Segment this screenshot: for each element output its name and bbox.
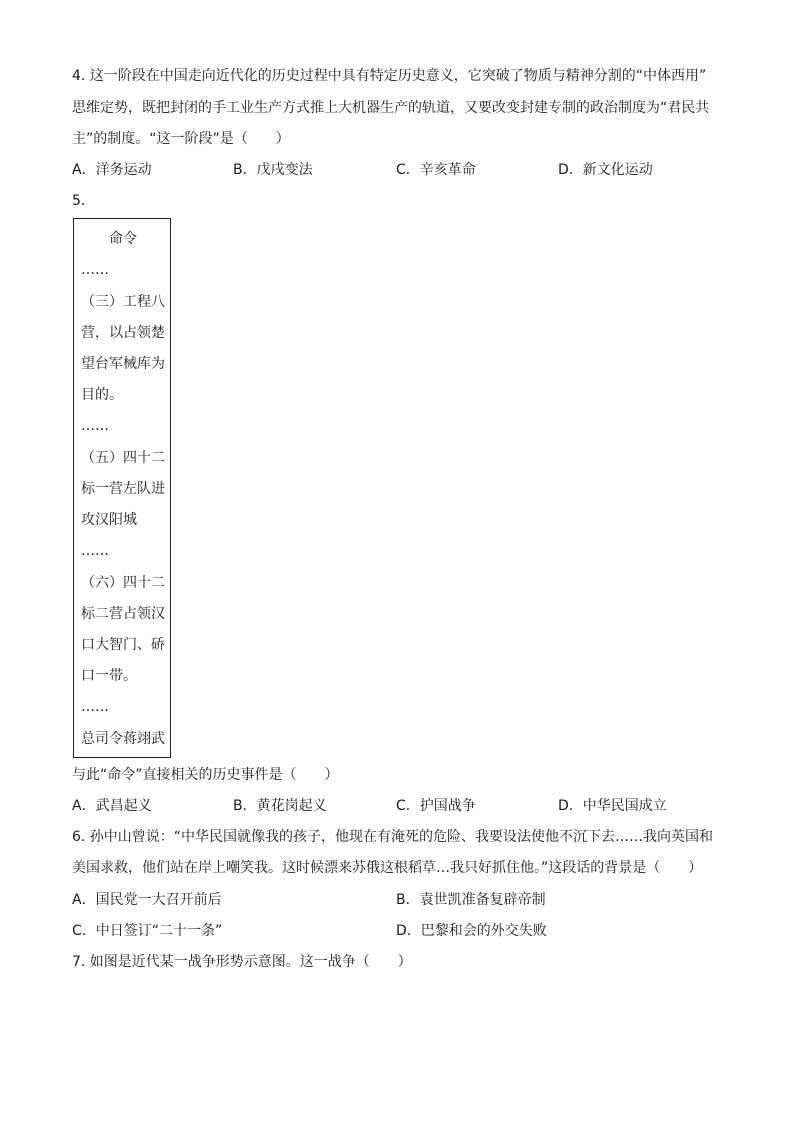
order-document-box: [73, 218, 171, 758]
order-title: 命令: [109, 231, 137, 247]
order-line: 口大智门、硚: [81, 637, 165, 653]
order-line: 攻汉阳城: [81, 512, 137, 528]
q4-line-1: 4. 这一阶段在中国走向近代化的历史过程中具有特定历史意义，它突破了物质与精神分割的“中体西用”: [72, 68, 707, 84]
q6-line-1: 6. 孙中山曾说：“中华民国就像我的孩子，他现在有淹死的危险、我要设法使他不沉下去……我向英国和: [72, 829, 714, 845]
q6-option-d[interactable]: D．巴黎和会的外交失败: [396, 923, 547, 939]
q6-line-2: 美国求救，他们站在岸上嘲笑我。这时候漂来苏俄这根稻草…我只好抓住他。”这段话的背景是（ ）: [72, 860, 703, 876]
order-line: ……: [81, 418, 109, 434]
order-line: （六）四十二: [81, 575, 165, 591]
order-line: ……: [81, 543, 109, 559]
order-line: 口一带。: [81, 668, 137, 684]
order-line: 标二营占领汉: [81, 606, 165, 622]
q4-option-c[interactable]: C．辛亥革命: [396, 162, 476, 178]
q4-option-a[interactable]: A．洋务运动: [72, 162, 152, 178]
order-line: （五）四十二: [81, 450, 165, 466]
q4-line-2: 思维定势，既把封闭的手工业生产方式推上大机器生产的轨道，又要改变封建专制的政治制度为“君民共: [72, 100, 710, 116]
q5-option-c[interactable]: C．护国战争: [396, 798, 476, 814]
q6-option-a[interactable]: A．国民党一大召开前后: [72, 892, 222, 908]
q5-option-b[interactable]: B．黄花岗起义: [233, 798, 327, 814]
q4-option-d[interactable]: D．新文化运动: [558, 162, 653, 178]
order-line: 目的。: [81, 387, 123, 403]
q5-question: 与此“命令”直接相关的历史事件是（ ）: [72, 767, 339, 783]
order-line: 标一营左队进: [81, 481, 165, 497]
q5-number: 5.: [72, 193, 86, 209]
q7-line: 7. 如图是近代某一战争形势示意图。这一战争（ ）: [72, 954, 412, 970]
q6-option-c[interactable]: C．中日签订“二十一条”: [72, 923, 223, 939]
q5-option-a[interactable]: A．武昌起义: [72, 798, 152, 814]
order-line: ……: [81, 262, 109, 278]
order-line: （三）工程八: [81, 294, 165, 310]
order-line: 望台军械库为: [81, 356, 165, 372]
q4-option-b[interactable]: B．戊戌变法: [233, 162, 313, 178]
q5-option-d[interactable]: D．中华民国成立: [558, 798, 667, 814]
q6-option-b[interactable]: B．袁世凯准备复辟帝制: [396, 892, 546, 908]
q4-line-3: 主”的制度。“这一阶段”是（ ）: [72, 131, 290, 147]
order-line: 总司令蒋翊武: [81, 731, 165, 747]
order-line: ……: [81, 699, 109, 715]
order-line: 营，以占领楚: [81, 325, 165, 341]
